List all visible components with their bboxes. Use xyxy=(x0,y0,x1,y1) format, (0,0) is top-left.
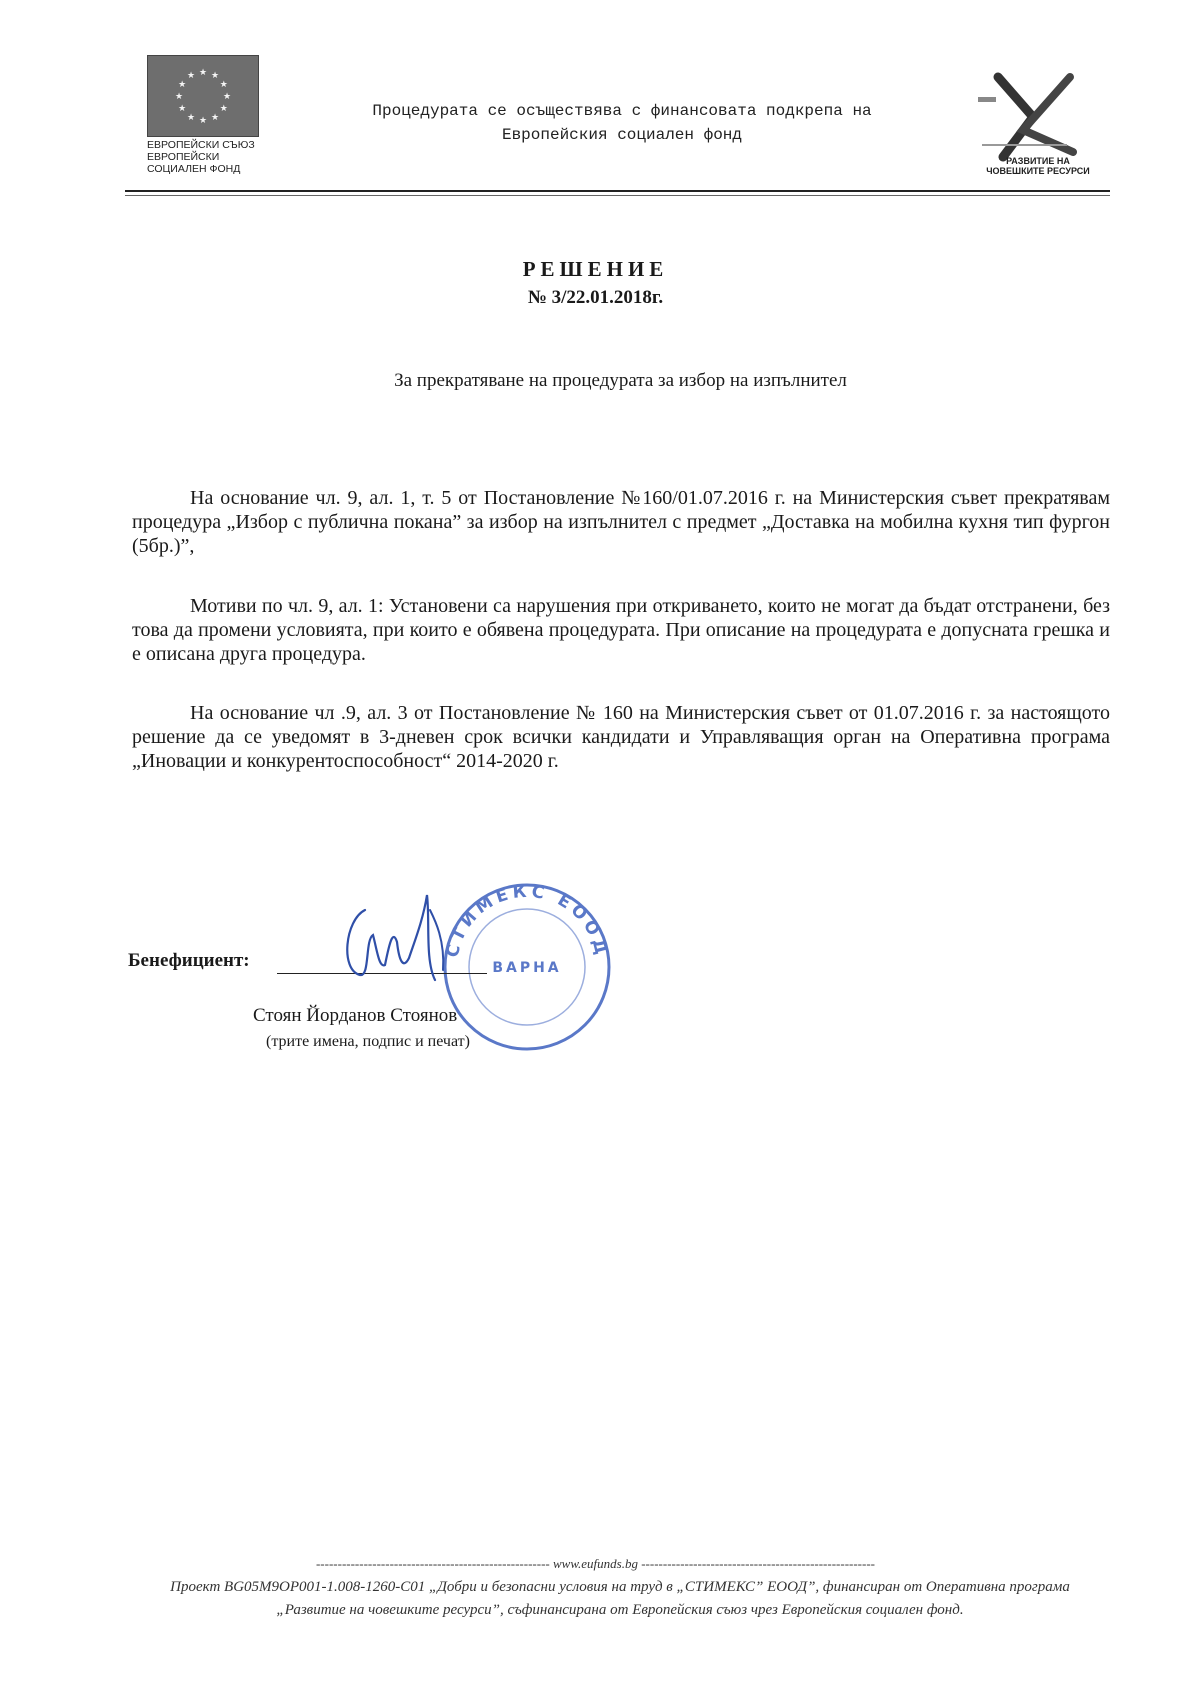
eu-star-icon: ★ xyxy=(210,111,220,122)
eu-star-icon: ★ xyxy=(219,103,228,113)
header-divider-thin xyxy=(125,195,1110,196)
paragraph-text: На основание чл .9, ал. 3 от Постановление № 160 на Министерския съвет от 01.07.2016 г. за настоящото решение да се уведомят в 3-дневен срок всички кандидати и Управляващия орган на Оперативна програма „Иновации и конкурентоспособност“ 2014-2020 г. xyxy=(132,702,1110,772)
signer-note: (трите имена, подпис и печат) xyxy=(266,1033,470,1050)
eu-star-icon: ★ xyxy=(178,103,187,113)
svg-text:ВАРНА: ВАРНА xyxy=(492,960,562,976)
company-stamp-icon xyxy=(440,880,615,1055)
paragraph-basis xyxy=(132,486,1110,558)
signer-name: Стоян Йорданов Стоянов xyxy=(253,1005,458,1026)
hr-logo-caption xyxy=(958,156,1118,176)
eu-star-icon: ★ xyxy=(210,70,220,81)
eu-star-icon: ★ xyxy=(186,70,196,81)
paragraph-text: На основание чл. 9, ал. 1, т. 5 от Постановление №160/01.07.2016 г. на Министерския съвет прекратявам процедура „Избор с публична покана” за избор на изпълнител с предмет „Доставка на мобилна кухня тип фургон (5бр.)”, xyxy=(132,487,1110,557)
eu-flag-logo xyxy=(147,55,259,137)
header-divider xyxy=(125,190,1110,192)
eu-star-icon: ★ xyxy=(174,91,184,101)
beneficiary-label: Бенефициент: xyxy=(128,950,250,971)
footer-website: ------------------------------------------------------ www.eufunds.bg ------------------------------------------------------ xyxy=(315,1556,876,1571)
eu-star-icon: ★ xyxy=(219,79,228,89)
eu-star-icon: ★ xyxy=(186,111,196,122)
eu-caption-line: СОЦИАЛЕН ФОНД xyxy=(147,163,241,175)
paragraph-notification xyxy=(132,701,1110,773)
eu-star-icon: ★ xyxy=(178,79,187,89)
eu-logo-caption xyxy=(147,139,287,175)
footer-project-text: Проект BG05M9OP001-1.008-1260-C01 „Добри и безопасни условия на труд в „СТИМЕКС” ЕООД”, финансиран от Оперативна програма „Развитие на човешките ресурси”, съфинансирана от Европейския съюз чрез Европейския социален фонд. xyxy=(170,1579,1070,1618)
eu-star-icon: ★ xyxy=(222,91,232,101)
paragraph-motives xyxy=(132,594,1110,666)
document-number: № 3/22.01.2018г. xyxy=(527,287,664,308)
eu-caption-line: ЕВРОПЕЙСКИ xyxy=(147,151,220,163)
eu-caption-line: ЕВРОПЕЙСКИ СЪЮЗ xyxy=(147,139,255,151)
eu-star-icon: ★ xyxy=(198,67,208,77)
svg-text:СТИМЕКС ЕООД: СТИМЕКС ЕООД xyxy=(442,881,612,961)
funding-statement xyxy=(292,99,952,147)
hr-caption-line: РАЗВИТИЕ НА xyxy=(1006,156,1070,166)
paragraph-text: Мотиви по чл. 9, ал. 1: Установени са нарушения при откриването, които не могат да бъдат отстранени, без това да промени условията, при които е обявена процедурата. При описание на процедурата е допусната грешка и е описана друга процедура. xyxy=(132,595,1110,665)
document-subject: За прекратяване на процедурата за избор на изпълнител xyxy=(394,370,847,391)
eu-star-icon: ★ xyxy=(198,115,208,125)
funding-line-2: Европейския социален фонд xyxy=(501,126,743,144)
handwritten-signature-icon xyxy=(335,880,465,990)
funding-line-1: Процедурата се осъществява с финансовата подкрепа на xyxy=(372,102,872,120)
hr-caption-line: ЧОВЕШКИТЕ РЕСУРСИ xyxy=(986,166,1090,176)
document-title: РЕШЕНИЕ xyxy=(522,257,669,281)
eu-stars-icon xyxy=(148,56,258,136)
